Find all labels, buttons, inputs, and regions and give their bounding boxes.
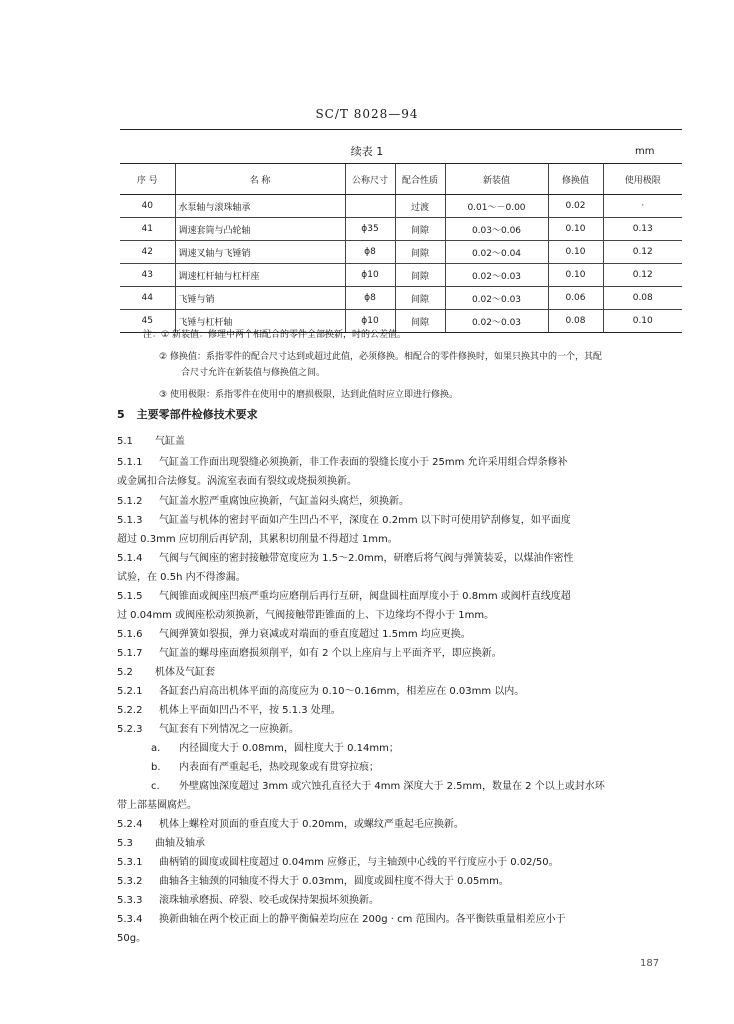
table-row [120, 195, 682, 218]
clause-text: 滚珠轴承磨损、碎裂、咬毛或保持架损坏须换新。 [159, 895, 379, 906]
section-title: 主要零部件检修技术要求 [136, 408, 258, 421]
list-item [151, 758, 379, 773]
cell-limit: · [603, 195, 682, 218]
cell-index: 43 [120, 264, 175, 287]
cell-index: 40 [120, 195, 175, 218]
header-rule [120, 129, 682, 130]
cell-index: 42 [120, 241, 175, 264]
cell-name: 调速套筒与凸轮轴 [175, 218, 345, 241]
cell-fit-type: 间隙 [395, 264, 445, 287]
table-notes [143, 327, 683, 403]
cell-replace-value: 0.08 [548, 310, 603, 333]
cell-nominal-size: ϕ10 [345, 310, 395, 333]
clause [117, 511, 571, 526]
note-3 [143, 387, 683, 403]
clause-text: 机体上螺栓对顶面的垂直度大于 0.20mm，或螺纹严重起毛应换新。 [159, 819, 464, 830]
clause-number: 5.3.2 [117, 876, 143, 887]
col-header-limit: 使用极限 [603, 164, 682, 195]
list-item-text: 带上部基圈腐烂。 [117, 800, 197, 811]
clause-title: 机体及气缸套 [155, 667, 215, 678]
clause-continued [117, 530, 398, 545]
note-label: 注：① [143, 330, 170, 340]
cell-index: 45 [120, 310, 175, 333]
note-text: 使用极限：系指零件在使用中的磨损极限，达到此值时应立即进行修换。 [169, 390, 458, 400]
clause-text: 过 0.04mm 或阀座松动须换新，气阀接触带距锥面的上、下边缘均不得小于 1mm。 [117, 610, 495, 621]
note-2 [143, 349, 683, 365]
cell-replace-value: 0.10 [548, 218, 603, 241]
list-item-text: 内表面有严重起毛，热咬现象或有贯穿拉痕； [179, 762, 379, 773]
list-item-label: c. [151, 781, 160, 792]
clause-continued [117, 606, 494, 621]
clause-number: 5.1.3 [117, 515, 143, 526]
cell-index: 41 [120, 218, 175, 241]
clause-number: 5.3 [117, 838, 133, 849]
clause-text: 气缸盖与机体的密封平面如产生凹凸不平，深度在 0.2mm 以下时可使用铲刮修复，如平面度 [159, 515, 571, 526]
clause-text: 气缸套有下列情况之一应换新。 [159, 724, 299, 735]
col-header-nominal-size: 公称尺寸 [345, 164, 395, 195]
col-header-fit-type: 配合性质 [395, 164, 445, 195]
clause-text: 超过 0.3mm 应切削后再铲刮，其累积切削量不得超过 1mm。 [117, 534, 398, 545]
note-label: ② [159, 352, 168, 362]
cell-fit-type: 间隙 [395, 218, 445, 241]
clause-text: 或金属扣合法修复。涡流室表面有裂纹或烧损须换新。 [117, 476, 357, 487]
table-unit: mm [635, 146, 655, 157]
note-2-continued [143, 365, 683, 381]
cell-limit: 0.13 [603, 218, 682, 241]
col-header-new-value: 新装值 [445, 164, 548, 195]
clause-title: 曲轴及轴承 [155, 838, 205, 849]
cell-limit: 0.10 [603, 310, 682, 333]
table-row [120, 264, 682, 287]
clause [117, 853, 559, 868]
clause-text: 曲柄销的圆度或圆柱度超过 0.04mm 应修正，与主轴颈中心线的平行度应小于 0.02/50。 [159, 857, 559, 868]
clause [117, 701, 341, 716]
table-row [120, 241, 682, 264]
cell-replace-value: 0.10 [548, 241, 603, 264]
clause-number: 5.1 [117, 436, 133, 447]
clause [117, 549, 573, 564]
note-1 [143, 327, 683, 343]
cell-name: 调速杠杆轴与杠杆座 [175, 264, 345, 287]
clause-text: 气阀与气阀座的密封接触带宽度应为 1.5～2.0mm，研磨后将气阀与弹簧装妥，以煤油作密性 [159, 553, 574, 564]
clause [117, 891, 379, 906]
clause-number: 5.2.2 [117, 705, 143, 716]
col-header-name: 名 称 [175, 164, 345, 195]
table-row [120, 287, 682, 310]
cell-name: 调速叉轴与飞锤销 [175, 241, 345, 264]
clause-text: 50g。 [117, 933, 147, 944]
clause-number: 5.1.5 [117, 591, 143, 602]
clause-continued [117, 929, 146, 944]
standard-code: SC/T 8028—94 [315, 107, 419, 121]
cell-name: 飞锤与杠杆轴 [175, 310, 345, 333]
clause-number: 5.1.1 [117, 457, 143, 468]
table-header-row [120, 164, 682, 195]
clause-number: 5.3.1 [117, 857, 143, 868]
cell-new-value: 0.02～0.03 [445, 310, 548, 333]
page-number: 187 [640, 958, 660, 969]
cell-new-value: 0.02～0.03 [445, 264, 548, 287]
cell-nominal-size: ϕ8 [345, 241, 395, 264]
list-item-continued [117, 796, 197, 811]
list-item-label: a. [151, 743, 161, 754]
clause [117, 872, 509, 887]
clause-number: 5.3.3 [117, 895, 143, 906]
fit-clearance-table [120, 163, 682, 333]
clause-text: 气阀弹簧如裂损，弹力衰减或对端面的垂直度超过 1.5mm 均应更换。 [159, 629, 471, 640]
cell-nominal-size: ϕ35 [345, 218, 395, 241]
section-number: 5 [117, 408, 125, 421]
list-item-label: b. [151, 762, 161, 773]
clause-text: 各缸套凸肩高出机体平面的高度应为 0.10～0.16mm，相差应在 0.03mm 以内。 [159, 686, 525, 697]
clause-number: 5.2.3 [117, 724, 143, 735]
list-item-text: 内径圆度大于 0.08mm，圆柱度大于 0.14mm； [179, 743, 399, 754]
clause [117, 720, 299, 735]
cell-fit-type: 间隙 [395, 287, 445, 310]
note-text: 修换值：系指零件的配合尺寸达到或超过此值，必须修换。相配合的零件修换时，如果只换其中的一个，其配 [169, 352, 602, 362]
clause-number: 5.1.4 [117, 553, 143, 564]
clause-title: 气缸盖 [155, 436, 185, 447]
subsection-heading [117, 432, 185, 447]
cell-new-value: 0.02～0.04 [445, 241, 548, 264]
clause-text: 气缸盖水腔严重腐蚀应换新，气缸盖闷头腐烂，须换新。 [159, 496, 409, 507]
cell-name: 水泵轴与滚珠轴承 [175, 195, 345, 218]
subsection-heading [117, 663, 215, 678]
clause [117, 453, 568, 468]
clause-text: 气缸盖工作面出现裂缝必须换新，非工作表面的裂缝长度小于 25mm 允许采用组合焊条修补 [159, 457, 568, 468]
cell-fit-type: 间隙 [395, 310, 445, 333]
list-item [151, 777, 605, 792]
col-header-index: 序 号 [120, 164, 175, 195]
note-label: ③ [159, 390, 168, 400]
section-heading [117, 406, 270, 422]
clause-text: 换新曲轴在两个校正面上的静平衡偏差均应在 200g · cm 范围内。各平衡铁重量相差应小于 [159, 914, 566, 925]
subsection-heading [117, 834, 205, 849]
cell-nominal-size: ϕ8 [345, 287, 395, 310]
note-text: 新装值：修理中两个相配合的零件全部换新，时的公差值。 [171, 330, 406, 340]
cell-replace-value: 0.10 [548, 264, 603, 287]
cell-index: 44 [120, 287, 175, 310]
cell-limit: 0.12 [603, 264, 682, 287]
cell-replace-value: 0.02 [548, 195, 603, 218]
cell-limit: 0.08 [603, 287, 682, 310]
cell-new-value: 0.02～0.03 [445, 287, 548, 310]
col-header-replace-value: 修换值 [548, 164, 603, 195]
cell-new-value: 0.01～－0.00 [445, 195, 548, 218]
cell-nominal-size: ϕ10 [345, 264, 395, 287]
clause-continued [117, 568, 246, 583]
clause-number: 5.1.6 [117, 629, 143, 640]
clause-text: 曲轴各主轴颈的同轴度不得大于 0.03mm，圆度或圆柱度不得大于 0.05mm。 [159, 876, 509, 887]
list-item [151, 739, 399, 754]
cell-replace-value: 0.06 [548, 287, 603, 310]
note-text: 合尺寸允许在新装值与修换值之间。 [181, 368, 326, 378]
clause [117, 910, 566, 925]
clause-text: 气阀锥面或阀座凹痕严重均应磨削后再行互研，阀盘圆柱面厚度小于 0.8mm 或阀杆直线度超 [159, 591, 571, 602]
cell-new-value: 0.03～0.06 [445, 218, 548, 241]
cell-name: 飞锤与销 [175, 287, 345, 310]
cell-fit-type: 过渡 [395, 195, 445, 218]
clause [117, 815, 464, 830]
table-caption: 续表 1 [350, 145, 384, 158]
clause-number: 5.1.2 [117, 496, 143, 507]
cell-nominal-size [345, 195, 395, 218]
table-row [120, 218, 682, 241]
clause-text: 气缸盖的螺母座面磨损须削平，如有 2 个以上座肩与上平面齐平，即应换新。 [159, 648, 502, 659]
list-item-text: 外壁腐蚀深度超过 3mm 或穴蚀孔直径大于 4mm 深度大于 2.5mm，数量在 2 个以上或封水环 [179, 781, 605, 792]
clause-number: 5.3.4 [117, 914, 143, 925]
clause-continued [117, 472, 357, 487]
clause-text: 机体上平面如凹凸不平，按 5.1.3 处理。 [159, 705, 341, 716]
clause [117, 644, 502, 659]
clause-number: 5.2.4 [117, 819, 143, 830]
clause-number: 5.2.1 [117, 686, 143, 697]
clause-number: 5.2 [117, 667, 133, 678]
clause [117, 682, 524, 697]
clause-number: 5.1.7 [117, 648, 143, 659]
clause [117, 492, 409, 507]
clause-text: 试验，在 0.5h 内不得渗漏。 [117, 572, 246, 583]
clause [117, 625, 471, 640]
clause [117, 587, 571, 602]
cell-limit: 0.12 [603, 241, 682, 264]
cell-fit-type: 间隙 [395, 241, 445, 264]
